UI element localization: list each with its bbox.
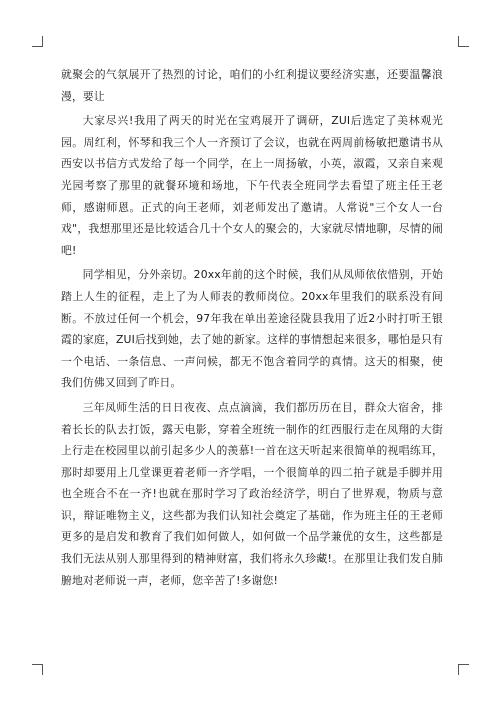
crop-mark-top-left [32,36,43,47]
paragraph-reunion: 同学相见，分外亲切。20xx年前的这个时候，我们从凤师依依惜别，开始踏上人生的征程，走上了为人师表的教师岗位。20xx年里我们的联系没有间断。不放过任何一个机会，97年我在单出差途径陇县我用了近2小时打听王银霞的家庭，ZUI后找到她，去了她的新家。这样的事情想起来很多，哪怕是只有一个电话、一条信息、一声问候，都无不饱含着同学的真情。这天的相聚，使我们仿佛又回到了昨日。 [61,268,443,390]
paragraph-continuation: 就聚会的气氛展开了热烈的讨论，咱们的小红利提议要经济实惠，还要温馨浪漫，要让 [61,68,443,103]
crop-mark-bottom-right [458,664,469,675]
paragraph-venue-selection: 大家尽兴!我用了两天的时光在宝鸡展开了调研，ZUI后选定了美林观光园。周红利，怀琴和我三个人一齐预订了会议，也就在两周前杨敏把邀请书从西安以书信方式发给了每一个同学，在上一周扬敏，小英，淑霞，又亲自来观光园考察了那里的就餐环境和场地，下午代表全班同学去看望了班主任王老师，感谢师恩。正式的向王老师，刘老师发出了邀请。人常说"三个女人一台戏"，我想那里还是比较适合几十个女人的聚会的，大家就尽情地聊，尽情的闹吧! [61,114,443,257]
paragraph-school-memories: 三年凤师生活的日日夜夜、点点滴滴，我们都历历在目，群众大宿舍，排着长长的队去打饭，露天电影，穿着全班统一制作的红西服行走在凤翔的大街上行走在校园里以前引起多少人的羡慕!一首在这天听起来很简单的视唱练耳，那时却要用上几堂课更着老师一齐学唱，一个很简单的四二拍子就是手脚并用也全班合不在一齐!也就在那时学习了政治经济学，明白了世界观，物质与意识，辩证唯物主义，这些都为我们认知社会奠定了基础，作为班主任的王老师更多的是启发和教育了我们如何做人，如何做一个品学兼优的女生，这些都是我们无法从别人那里得到的精神财富，我们将永久珍藏!。在那里让我们发自肺腑地对老师说一声，老师，您辛苦了!多谢您! [61,400,443,587]
crop-mark-top-right [458,36,469,47]
crop-mark-bottom-left [32,664,43,675]
document-body [61,64,443,594]
